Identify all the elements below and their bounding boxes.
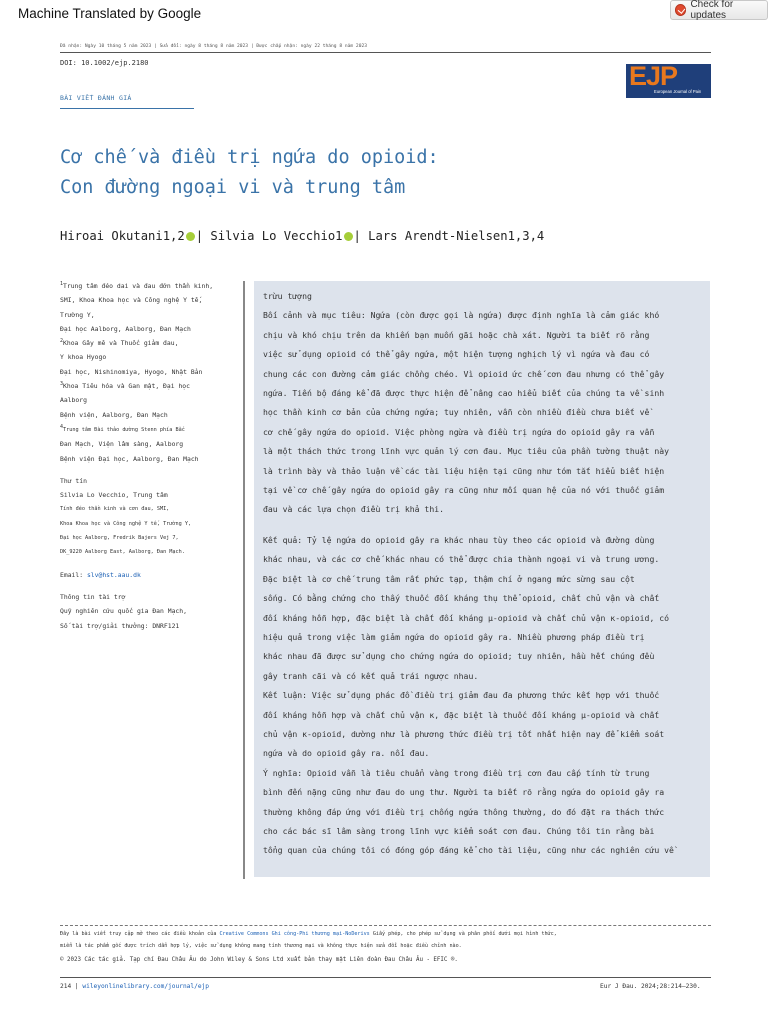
- affiliation-3-line: Bệnh viện, Aalborg, Đan Mạch: [60, 410, 168, 419]
- abstract-line: là trình bày và thảo luận về các tài liệu hiện tại cũng như tóm tắt hiểu biết hiện: [263, 465, 665, 476]
- abstract-line: ngứa. Tiến bộ đáng kể đã được thực hiện để nâng cao hiểu biết của chúng ta về sinh: [263, 388, 665, 399]
- author-arendt-nielsen: | Lars Arendt-Nielsen1,3,4: [353, 229, 545, 243]
- funding-line-1: Quỹ nghiên cứu quốc gia Đan Mạch,: [60, 607, 187, 616]
- author-okutani: Hiroai Okutani1,2: [60, 229, 185, 243]
- abstract-line: chủ vận κ-opioid, dường như là phương thức điều trị tốt nhất hiện nay để kiểm soát: [263, 728, 665, 739]
- abstract-line: khác nhau đã được sử dụng cho chứng ngứa do opioid; tuy nhiên, hầu hết chúng đều: [263, 651, 655, 662]
- abstract-line: gây tranh cãi và có kết quả trái ngược nhau.: [263, 670, 479, 681]
- check-updates-icon: [675, 4, 686, 16]
- article-type-rule: [60, 108, 194, 109]
- abstract-line: đau và các lựa chọn điều trị khả thi.: [263, 504, 444, 515]
- abstract-line: học thần kinh cơ bản của chứng ngứa; tuy nhiên, vẫn còn nhiều điều chưa biết về: [263, 407, 650, 418]
- affiliation-4-line: Bệnh viện Đại học, Aalborg, Đan Mạch: [60, 454, 199, 463]
- email-link[interactable]: slv@hst.aau.dk: [86, 570, 141, 579]
- copyright: © 2023 Các tác giả. Tạp chí Đau Châu Âu do John Wiley & Sons Ltd xuất bản thay mặt Liên đoàn Đau Châu Âu - EFIC ®.: [60, 957, 458, 963]
- machine-translated-banner: Machine Translated by Google: [18, 6, 202, 21]
- abstract-significance: [263, 764, 701, 861]
- abstract-heading: trừu tượng: [263, 291, 312, 301]
- abstract-line: thường không đáp ứng với điều trị chống ngứa thông thường, do đó đặt ra thách thức: [263, 806, 665, 817]
- license-link[interactable]: Creative Commons Ghi công-Phi thương mại-NoDerivs: [219, 931, 370, 937]
- affiliation-2: $^2$Khoa Gây mê và Thuốc giảm đau,: [60, 338, 179, 348]
- funding-line-2: Số tài trợ/giải thưởng: DNRF121: [60, 621, 180, 630]
- abstract-results: [263, 531, 701, 686]
- funding-heading: Thông tin tài trợ: [60, 592, 126, 601]
- abstract-side-bar: [243, 281, 245, 879]
- abstract-line: đối kháng hỗn hợp, đặc biệt là chất đối kháng μ-opioid và chất chủ vận κ-opioid, có: [263, 612, 670, 623]
- journal-url-link[interactable]: wileyonlinelibrary.com/journal/ejp: [82, 983, 210, 990]
- footer-rule: [60, 977, 711, 978]
- abstract-line: chịu và khó chịu trên da khiến bạn muốn gãi hoặc chà xát. Người ta biết rõ rằng: [263, 329, 650, 340]
- abstract-line: Đặc biệt là cơ chế trung tâm rất phức tạp, thậm chí ở ngang mức sừng sau cột: [263, 573, 635, 584]
- orcid-icon[interactable]: [344, 232, 353, 241]
- abstract-line: việc sử dụng opioid có thể gây ngứa, một hiện tượng nghịch lý vì ngứa và đau có: [263, 349, 650, 360]
- abstract-line: Bối cảnh và mục tiêu: Ngứa (còn được gọi là ngứa) được định nghĩa là cảm giác khó: [263, 310, 660, 321]
- correspondence-heading: Thư tín: [60, 476, 87, 485]
- abstract-line: tại về cơ chế gây ngứa do opioid gây ra cũng như mối quan hệ của nó với thuốc giảm: [263, 485, 665, 496]
- abstract-line: Kết luận: Việc sử dụng phác đồ điều trị giảm đau đa phương thức kết hợp với thuốc: [263, 690, 660, 701]
- header-rule: [60, 52, 711, 53]
- correspondence-line: DK_9220 Aalborg East, Aalborg, Đan Mạch.: [60, 549, 185, 556]
- abstract-line: hiệu quả trong việc làm giảm ngứa do opioid gây ra. Nhiều phương pháp điều trị: [263, 631, 645, 642]
- author-lo-vecchio: | Silvia Lo Vecchio1: [195, 229, 343, 243]
- abstract-line: khác nhau, và các cơ chế khác nhau có thể được chia thành ngoại vi và trung ương.: [263, 554, 660, 565]
- affiliation-3-line: Aalborg: [60, 396, 87, 405]
- affiliations-column: [60, 279, 248, 633]
- affiliation-1: $^1$Trung tâm đéo dai và đau đớn thần kinh,: [60, 280, 214, 290]
- article-title-line-1: Cơ chế và điều trị ngứa do opioid:: [60, 147, 439, 168]
- affiliation-1-line: Đại học Aalborg, Aalborg, Đan Mạch: [60, 324, 191, 333]
- affiliation-2-line: Y khoa Hyogo: [60, 353, 107, 362]
- abstract-background: [263, 306, 701, 519]
- correspondence-line: Khoa Khoa học và Công nghệ Y tế, Trường Y,: [60, 520, 192, 527]
- affiliation-4: $^4$Trung tâm Đài thảo dường Stenn phía Bắc: [60, 423, 185, 433]
- abstract-line: ngứa và do opioid gây ra. nổi đau.: [263, 748, 430, 759]
- abstract-box: [254, 281, 710, 877]
- license-note: Đây là bài viết truy cập mở theo các điều khoản của Creative Commons Ghi công-Phi thương mại-NoDerivs Giấy phép, cho phép sử dụng và phân phối dưới mọi hình thức,: [60, 931, 557, 937]
- citation: Eur J Đau. 2024;28:214–230.: [600, 983, 701, 990]
- affiliation-2-line: Đại học, Nishinomiya, Hyogo, Nhật Bản: [60, 367, 203, 376]
- license-note-line-2: miễn là tác phẩm gốc được trích dẫn hợp lý, việc sử dụng không mang tính thương mại và không thực hiện sửa đổi hoặc điều chỉnh nào.: [60, 943, 462, 949]
- correspondence-email: Email: slv@hst.aau.dk: [60, 570, 141, 579]
- check-updates-label: Check for updates: [690, 0, 734, 21]
- abstract-line: chung các con đường cảm giác chồng chéo. Vì opioid ức chế cơn đau nhưng có thể gây: [263, 368, 665, 379]
- affiliation-3: $^3$Khoa Tiêu hóa và Gan mật, Đại học: [60, 380, 190, 391]
- check-for-updates-button[interactable]: [670, 0, 768, 20]
- abstract-line: tổng quan của chúng tôi có đóng góp đáng kể cho tài liệu, cũng như các nghiên cứu về: [263, 845, 674, 856]
- footer-divider: [60, 925, 711, 926]
- abstract-line: Kết quả: Tỷ lệ ngứa do opioid gây ra khác nhau tùy theo các opioid và đường dùng: [263, 534, 655, 545]
- logo-subtitle: European Journal of Pain: [654, 89, 702, 94]
- page-footer-left: 214 | wileyonlinelibrary.com/journal/ejp: [60, 983, 210, 990]
- page-number: 214: [60, 983, 72, 990]
- abstract-line: cơ chế gây ngứa do opioid. Việc phòng ngừa và điều trị ngứa do opioid gây ra vẫn: [263, 426, 655, 437]
- abstract-line: sống. Có bằng chứng cho thấy thuốc đối kháng thụ thể opioid, chất chủ vận và chất: [263, 593, 660, 604]
- journal-logo: [626, 61, 711, 98]
- doi: DOI: 10.1002/ejp.2180: [60, 59, 149, 67]
- correspondence-line: Tính đéo thần kinh và cơn đau, SMI,: [60, 506, 170, 513]
- article-type: BÀI VIẾT ĐÁNH GIÁ: [60, 94, 132, 102]
- logo-mark: EJP: [629, 61, 678, 91]
- affiliation-4-line: Đan Mạch, Viện lâm sàng, Aalborg: [60, 440, 184, 449]
- abstract-line: bình đến nặng cũng như đau do ung thư. Người ta biết rõ rằng ngứa do opioid gây ra: [263, 787, 665, 798]
- affiliation-1-line: SMI, Khoa Khoa học và Công nghệ Y tế,: [60, 296, 203, 305]
- correspondence-line: Đại học Aalborg, Fredrik Bajers Vej 7,: [60, 535, 179, 542]
- abstract-line: đối kháng hỗn hợp và chất chủ vận κ, đặc biệt là thuốc đối kháng μ-opioid và chất: [263, 709, 660, 720]
- received-dates: Đã nhận: Ngày 10 tháng 5 năm 2023 | Sửa đổi: ngày 8 tháng 8 năm 2023 | Được chấp nhận: ngày 22 tháng 8 năm 2023: [60, 44, 367, 49]
- correspondence-name: Silvia Lo Vecchio, Trung tâm: [60, 491, 168, 500]
- orcid-icon[interactable]: [186, 232, 195, 241]
- abstract-conclusion: [263, 686, 701, 764]
- abstract-line: cho các bác sĩ lâm sàng trong lĩnh vực kiểm soát cơn đau. Chúng tôi tin rằng bài: [263, 825, 655, 836]
- author-list: [60, 229, 544, 243]
- affiliation-1-line: Trường Y,: [60, 310, 95, 319]
- abstract-line: Ý nghĩa: Opioid vẫn là tiêu chuẩn vàng trong điều trị cơn đau cấp tính từ trung: [263, 767, 650, 778]
- abstract-line: là một thách thức trong lĩnh vực quản lý cơn đau. Mục tiêu của phần tường thuật này: [263, 446, 670, 457]
- article-title-line-2: Con đường ngoại vi và trung tâm: [60, 177, 406, 198]
